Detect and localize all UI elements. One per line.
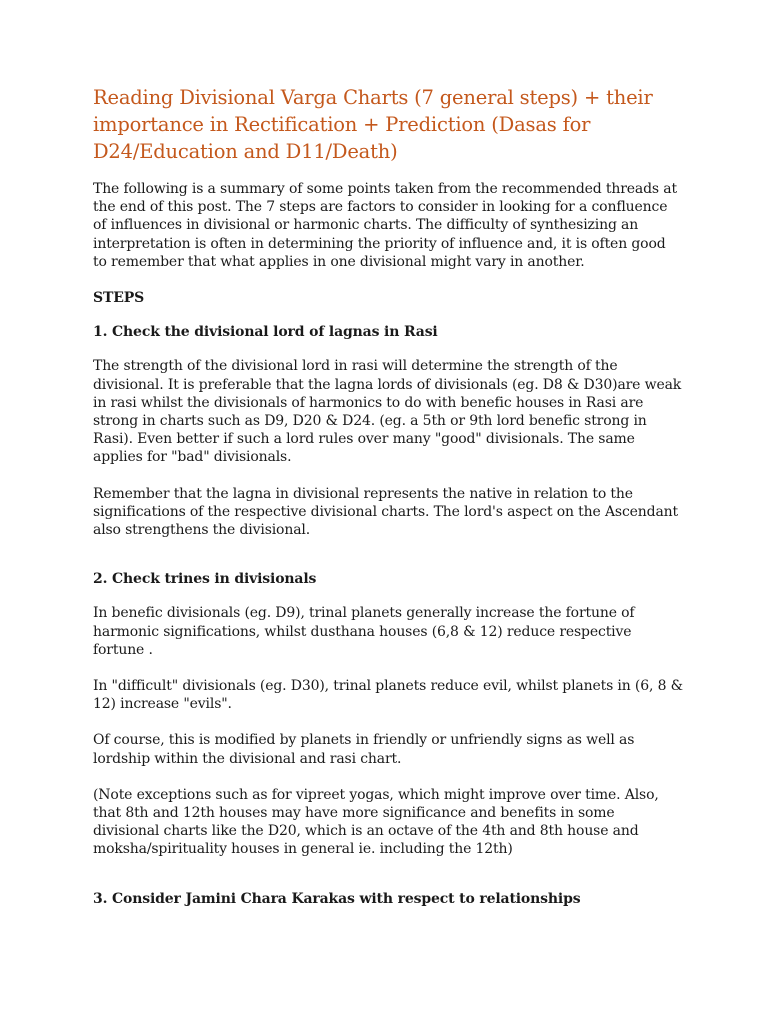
document-page [93,84,683,908]
steps-label: STEPS [93,290,145,307]
intro-paragraph: The following is a summary of some points taken from the recommended threads at the end of this post. The 7 steps are factors to consider in looking for a confluence of influences in divisional or harmonic charts. The difficulty of synthesizing an interpretation is often in determining the priority of influence and, it is often good to remember that what applies in one divisional might vary in another. [93,181,677,270]
step3-heading: 3. Consider Jamini Chara Karakas with respect to relationships [93,890,581,907]
step2-paragraph-2: In "difficult" divisionals (eg. D30), trinal planets reduce evil, whilst planets in (6, 8 & 12) increase "evils". [93,678,683,713]
step1-heading: 1. Check the divisional lord of lagnas in Rasi [93,324,438,341]
step2-heading: 2. Check trines in divisionals [93,571,317,588]
step2-paragraph-3: Of course, this is modified by planets in friendly or unfriendly signs as well as lordship within the divisional and rasi chart. [93,732,635,767]
step1-paragraph-2: Remember that the lagna in divisional represents the native in relation to the significations of the respective divisional charts. The lord's aspect on the Ascendant also strengthens the divisional. [93,485,678,539]
step2-paragraph-1: In benefic divisionals (eg. D9), trinal planets generally increase the fortune of harmonic significations, whilst dusthana houses (6,8 & 12) reduce respective fortune . [93,605,635,658]
document-title: Reading Divisional Varga Charts (7 general steps) + their importance in Rectification + Prediction (Dasas for D24/Education and D11/Death) [93,86,653,163]
step1-paragraph-1: The strength of the divisional lord in rasi will determine the strength of the divisional. It is preferable that the lagna lords of divisionals (eg. D8 & D30)are weak in rasi whilst the divisionals of harmonics to do with benefic houses in Rasi are strong in charts such as D9, D20 & D24. (eg. a 5th or 9th lord benefic strong in Rasi). Even better if such a lord rules over many "good" divisionals. The same applies for "bad" divisionals. [93,358,682,466]
step2-paragraph-4: (Note exceptions such as for vipreet yogas, which might improve over time. Also, that 8th and 12th houses may have more significance and benefits in some divisional charts like the D20, which is an octave of the 4th and 8th house and moksha/spirituality houses in general ie. including the 12th) [93,786,659,858]
